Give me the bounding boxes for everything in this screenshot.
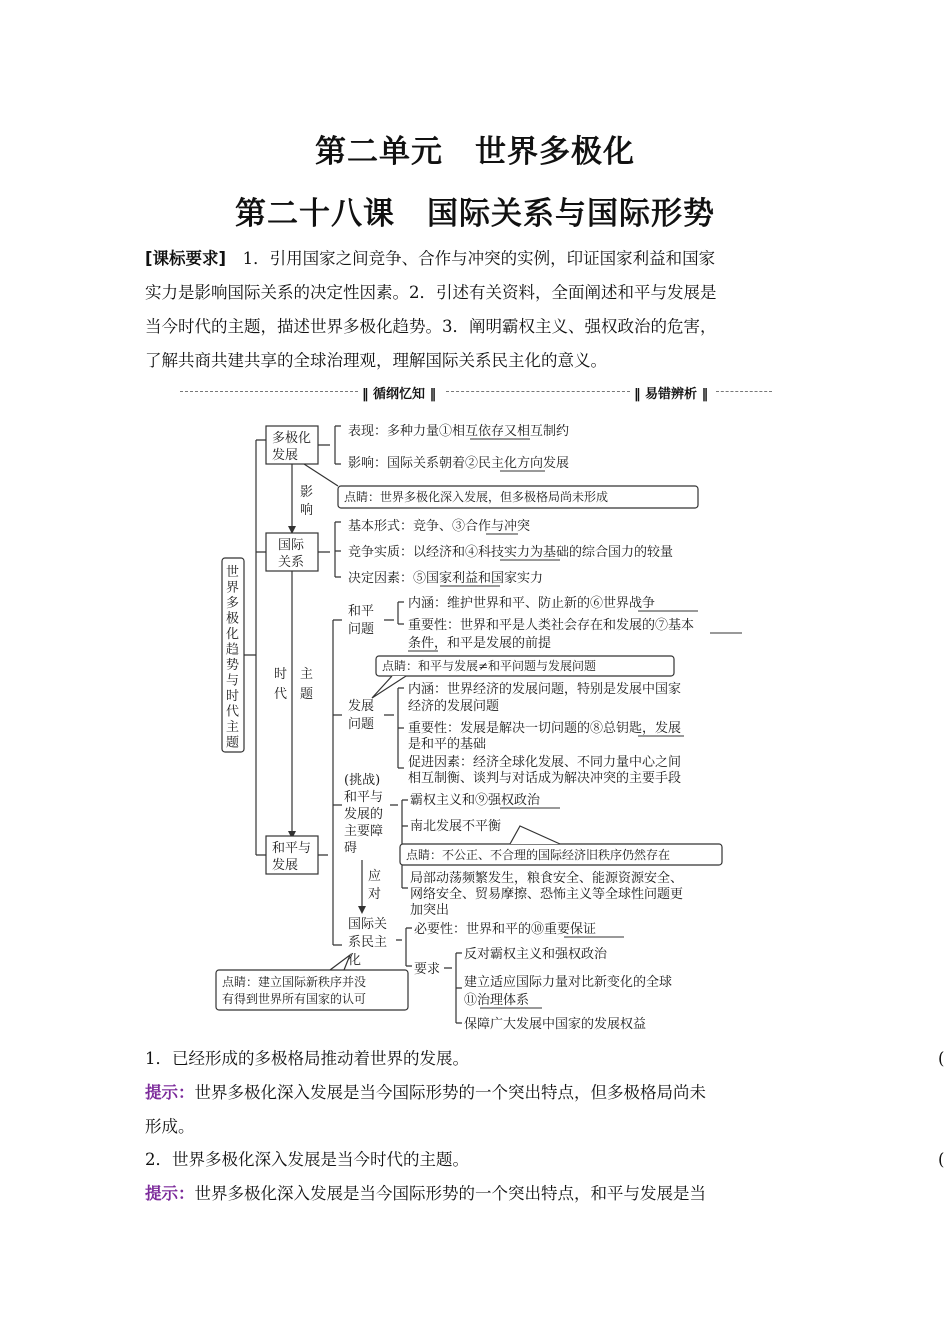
multipolar-label-2: 发展	[272, 448, 299, 463]
question-1-paren: (	[938, 1049, 945, 1068]
peace-note-pointer	[372, 676, 406, 698]
theme-label-2: 代	[274, 687, 288, 702]
separator-label-left: ‖ 循纲忆知 ‖	[362, 387, 437, 402]
peace-label-2: 问题	[348, 622, 375, 637]
democratization-necessity: 必要性：世界和平的⑩重要保证	[414, 922, 597, 937]
relations-form: 基本形式：竞争、③合作与冲突	[348, 519, 531, 534]
democratization-brace	[396, 928, 412, 966]
obstacle-local-1: 局部动荡频繁发生，粮食安全、能源资源安全、	[410, 871, 684, 886]
root-label-char: 极	[226, 611, 240, 627]
question-2-hint	[145, 1177, 810, 1211]
error-tab-label: 易错辨析	[645, 387, 698, 402]
relations-brace	[318, 522, 341, 577]
hint-2-label: 提示：	[145, 1184, 195, 1203]
development-factor-2: 相互制衡、谈判与对话成为解决冲突的主要手段	[408, 771, 682, 786]
democratization-label-3: 化	[348, 953, 362, 968]
development-importance: 重要性：发展是解决一切问题的⑧总钥匙，发展	[408, 721, 682, 736]
obstacles-label-4: 主要障	[344, 824, 384, 839]
knowledge-diagram	[0, 410, 950, 1040]
theme-label-1: 时	[274, 667, 288, 682]
obstacles-label-2: 和平与	[344, 790, 384, 805]
respond-label-1: 应	[368, 869, 382, 884]
hint-1-line-1	[145, 1076, 810, 1110]
democratization-label-2: 系民主	[348, 935, 388, 950]
hint-1-text: 世界多极化深入发展是当今国际形势的一个突出特点，但多极格局尚未	[194, 1083, 706, 1102]
root-label-char: 时	[226, 689, 240, 704]
lesson-title: 第二十八课 国际关系与国际形势	[235, 196, 715, 232]
development-factor-1: 促进因素：经济全球化发展、不同力量中心之间	[408, 755, 682, 770]
requirements-line-1	[145, 242, 810, 276]
root-label-char: 主	[226, 720, 240, 735]
relations-label-2: 关系	[278, 555, 305, 570]
relations-label-1: 国际	[278, 538, 305, 553]
root-label-char: 与	[226, 673, 240, 689]
curriculum-requirements	[145, 242, 810, 378]
requirements-node-label: 要求	[414, 962, 441, 977]
question-2: 2．世界多极化深入发展是当今时代的主题。	[145, 1150, 469, 1169]
peace-dev-brace	[318, 620, 342, 945]
peace-dev-label-1: 和平与	[272, 841, 312, 856]
hint-1-line-2: 形成。	[145, 1117, 195, 1136]
review-tab-label: 循纲忆知	[373, 387, 426, 402]
obstacles-note-pointer	[510, 826, 560, 844]
root-label-char: 多	[226, 596, 240, 611]
development-label-2: 问题	[348, 717, 375, 732]
respond-arrow-head	[358, 906, 366, 914]
democratization-note-2: 有得到世界所有国家的认可	[222, 992, 367, 1006]
development-importance-2: 是和平的基础	[408, 737, 487, 752]
obstacles-label-1: (挑战)	[344, 773, 381, 788]
unit-title: 第二单元 世界多极化	[315, 134, 635, 170]
hint-2-text: 世界多极化深入发展是当今国际形势的一个突出特点，和平与发展是当	[194, 1184, 706, 1203]
requirements-line-2: 实力是影响国际关系的决定性因素。2．引述有关资料，全面阐述和平与发展是	[145, 283, 717, 302]
development-brace	[384, 688, 404, 768]
obstacle-north-south: 南北发展不平衡	[410, 819, 502, 834]
root-label-char: 世	[226, 565, 240, 580]
question-1: 1．已经形成的多极格局推动着世界的发展。	[145, 1049, 469, 1068]
relations-competition: 竞争实质：以经济和④科技实力为基础的综合国力的较量	[348, 545, 674, 560]
root-label-char: 题	[226, 735, 240, 751]
peace-meaning: 内涵：维护世界和平、防止新的⑥世界战争	[408, 596, 656, 611]
theme-label-4: 题	[300, 687, 314, 702]
obstacle-local-3: 加突出	[410, 903, 450, 918]
root-label-char: 化	[226, 627, 240, 642]
requirement-2b: ⑪治理体系	[464, 993, 530, 1008]
multipolar-show: 表现：多种力量①相互依存又相互制约	[348, 424, 570, 439]
separator-label-right: ‖ 易错辨析 ‖	[634, 387, 709, 402]
peace-importance: 重要性：世界和平是人类社会存在和发展的⑦基本	[408, 618, 695, 633]
development-label-1: 发展	[348, 699, 375, 714]
question-2-paren: (	[938, 1150, 945, 1169]
multipolar-label-1: 多极化	[272, 431, 312, 446]
requirement-2: 建立适应国际力量对比新变化的全球	[464, 975, 673, 990]
root-label-char: 代	[226, 704, 240, 720]
root-label-char: 势	[226, 658, 240, 673]
theme-label-3: 主	[300, 667, 314, 682]
separator-line-left	[180, 391, 358, 392]
democratization-note-1: 点睛：建立国际新秩序并没	[222, 975, 367, 989]
peace-importance-2: 条件，和平是发展的前提	[408, 636, 552, 651]
requirements-brace	[444, 953, 462, 1023]
obstacles-label-3: 发展的	[344, 807, 384, 822]
multipolar-impact: 影响：国际关系朝着②民主化方向发展	[348, 456, 570, 471]
development-meaning-1: 内涵：世界经济的发展问题，特别是发展中国家	[408, 682, 682, 697]
trunk-lines	[244, 440, 266, 855]
obstacles-note: 点睛：不公正、不合理的国际经济旧秩序仍然存在	[406, 848, 671, 862]
separator-line-right	[716, 391, 772, 392]
requirements-line-3: 当今时代的主题，描述世界多极化趋势。3．阐明霸权主义、强权政治的危害，	[145, 317, 717, 336]
multipolar-brace	[318, 426, 341, 464]
root-label	[226, 564, 239, 751]
requirement-3: 保障广大发展中国家的发展权益	[464, 1017, 647, 1032]
peace-label-1: 和平	[348, 604, 375, 619]
question-1-hint	[145, 1076, 810, 1144]
separator-line-mid	[446, 391, 630, 392]
obstacle-local-2: 网络安全、贸易摩擦、恐怖主义等全球性问题更	[410, 887, 684, 902]
democratization-label-1: 国际关	[348, 917, 388, 932]
requirements-line-4: 了解共商共建共享的全球治理观，理解国际关系民主化的意义。	[145, 351, 607, 370]
peace-dev-label-2: 发展	[272, 858, 299, 873]
root-label-char: 趋	[226, 642, 240, 658]
development-meaning-2: 经济的发展问题	[408, 699, 500, 714]
democratization-note-pointer	[330, 955, 350, 970]
obstacles-label-5: 碍	[344, 841, 358, 856]
root-label-char: 界	[226, 580, 240, 596]
peace-brace	[384, 602, 404, 624]
hint-2-line-1	[145, 1177, 810, 1211]
requirements-text-1: 1．引用国家之间竞争、合作与冲突的实例，印证国家利益和国家	[226, 249, 716, 268]
multipolar-note-pointer	[304, 464, 338, 486]
requirements-label: [课标要求]	[145, 249, 227, 268]
requirement-1: 反对霸权主义和强权政治	[464, 947, 608, 962]
obstacle-hegemony: 霸权主义和⑨强权政治	[410, 793, 541, 808]
impact-label-1: 影	[300, 485, 314, 500]
peace-note: 点睛：和平与发展≠和平问题与发展问题	[382, 659, 597, 673]
impact-label-2: 响	[300, 503, 314, 518]
respond-label-2: 对	[368, 887, 382, 902]
multipolar-note: 点睛：世界多极化深入发展，但多极格局尚未形成	[344, 490, 609, 504]
hint-1-label: 提示：	[145, 1083, 195, 1102]
relations-decisive: 决定因素：⑤国家利益和国家实力	[348, 571, 544, 586]
